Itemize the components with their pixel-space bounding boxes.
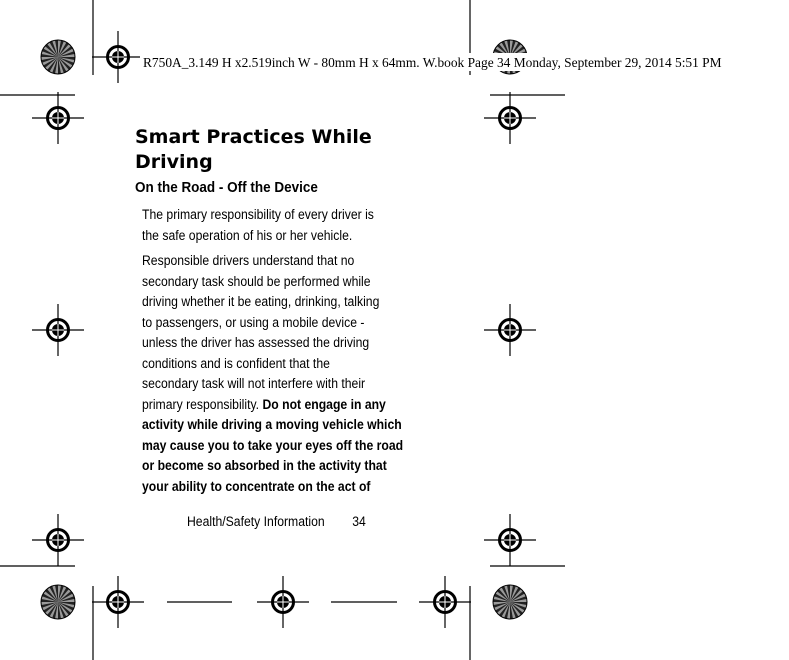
text-line: driving whether it be eating, drinking, talking xyxy=(142,294,380,310)
footer-section-name: Health/Safety Information xyxy=(187,514,325,530)
subheading: On the Road - Off the Device xyxy=(135,180,318,196)
text-line-bold: activity while driving a moving vehicle which xyxy=(142,417,402,433)
title-line: Smart Practices While xyxy=(135,126,372,148)
paragraph-primary-responsibility xyxy=(142,205,400,246)
text-line: the safe operation of his or her vehicle. xyxy=(142,227,353,244)
text-line-bold: may cause you to take your eyes off the road xyxy=(142,437,404,454)
title-line: Driving xyxy=(135,151,213,173)
text-line: Responsible drivers understand that no xyxy=(142,253,355,269)
text-line-bold: or become so absorbed in the activity that xyxy=(142,458,387,474)
text-line: unless the driver has assessed the driving xyxy=(142,335,370,351)
print-slug-line: R750A_3.149 H x2.519inch W - 80mm H x 64mm. W.book Page 34 Monday, September 29, 2014 5:51 PM xyxy=(143,55,722,70)
text-line-bold: your ability to concentrate on the act of xyxy=(142,478,371,495)
text-line-mixed xyxy=(142,395,400,416)
text-line: The primary responsibility of every driver is xyxy=(142,207,374,223)
text-line: secondary task should be performed while xyxy=(142,273,371,290)
text-regular: primary responsibility. xyxy=(142,396,263,413)
text-line: secondary task will not interfere with their xyxy=(142,376,366,392)
text-line: to passengers, or using a mobile device - xyxy=(142,314,365,331)
text-line: conditions and is confident that the xyxy=(142,355,330,372)
page-number: 34 xyxy=(352,514,366,530)
section-title xyxy=(135,125,435,175)
paragraph-responsible-drivers xyxy=(142,251,404,497)
text-bold: Do not engage in any xyxy=(262,396,386,413)
page-footer xyxy=(187,514,366,530)
